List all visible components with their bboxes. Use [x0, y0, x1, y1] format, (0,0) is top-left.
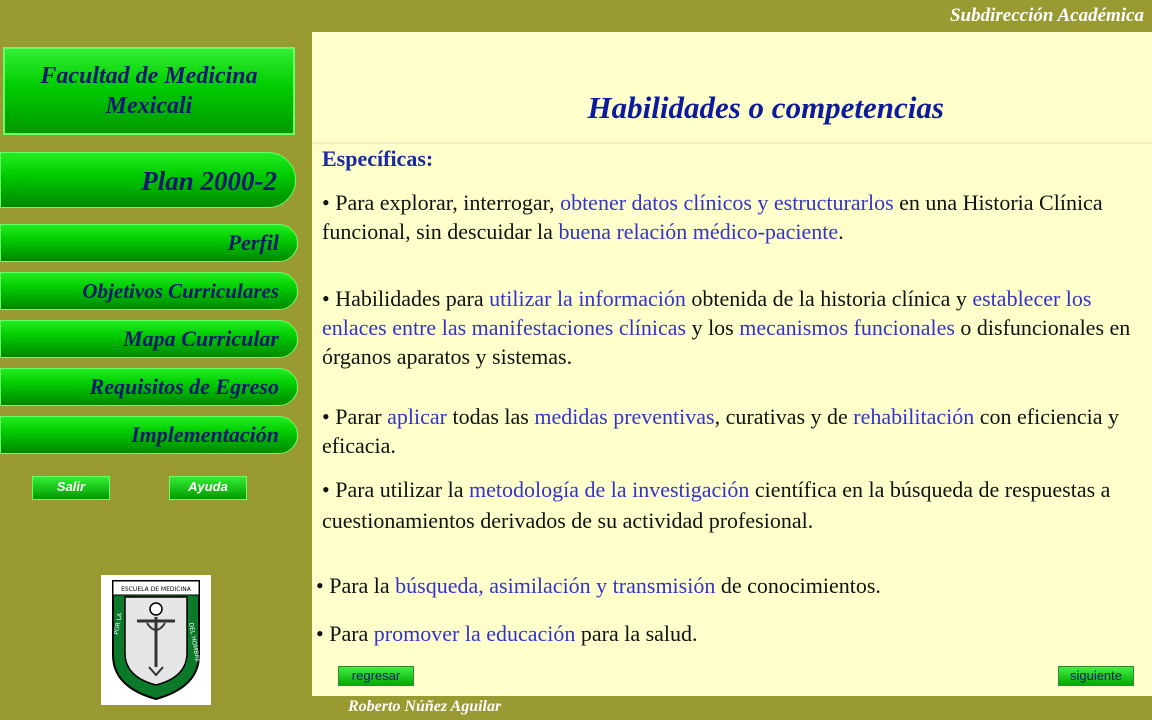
page-title: Habilidades o competencias	[587, 90, 944, 125]
competency-item-1: • Para explorar, interrogar, obtener datos clínicos y estructurarlos en una Historia Clínica funcional, sin descuidar la buena relación médico-paciente.	[322, 190, 1103, 244]
faculty-box	[3, 47, 295, 135]
regresar-button[interactable]: regresar	[338, 666, 414, 686]
sidebar-item-requisitos[interactable]: Requisitos de Egreso	[0, 368, 298, 406]
logo-motto-left: POR LA	[113, 612, 124, 636]
siguiente-button[interactable]: siguiente	[1058, 666, 1134, 686]
competency-item-6: • Para promover la educación para la salud.	[316, 621, 698, 646]
competency-item-2: • Habilidades para utilizar la información obtenida de la historia clínica y establecer los enlaces entre las manifestaciones clínicas y los mecanismos funcionales o disfuncionales en órganos aparatos y sistemas.	[322, 286, 1131, 369]
title-divider	[312, 142, 1152, 144]
faculty-line1: Facultad de Medicina	[40, 63, 258, 89]
sidebar-item-objetivos[interactable]: Objetivos Curriculares	[0, 272, 298, 310]
header-bar	[312, 0, 1152, 32]
main-content	[312, 32, 1152, 696]
faculty-line2: Mexicali	[105, 93, 193, 119]
university-crest-logo	[101, 575, 211, 705]
logo-top-text: ESCUELA DE MEDICINA	[121, 586, 191, 593]
author-name: Roberto Núñez Aguilar	[348, 698, 502, 715]
sidebar-item-implementacion[interactable]: Implementación	[0, 416, 298, 454]
ayuda-button[interactable]: Ayuda	[169, 476, 247, 500]
competency-item-5: • Para la búsqueda, asimilación y transmisión de conocimientos.	[316, 573, 881, 598]
plan-button[interactable]: Plan 2000-2	[0, 152, 296, 208]
logo-motto-right: DEL HOMBRE	[187, 622, 201, 663]
footer-bar	[312, 696, 1152, 720]
competency-item-4: • Para utilizar la metodología de la investigación científica en la búsqueda de respuestas a cuestionamientos derivados de su actividad profesional.	[322, 477, 1111, 533]
section-subtitle: Específicas:	[322, 146, 434, 171]
salir-button[interactable]: Salir	[32, 476, 110, 500]
sidebar-item-mapa[interactable]: Mapa Curricular	[0, 320, 298, 358]
header-title: Subdirección Académica	[949, 5, 1144, 26]
sidebar-item-perfil[interactable]: Perfil	[0, 224, 298, 262]
competency-item-3: • Parar aplicar todas las medidas preventivas, curativas y de rehabilitación con eficiencia y eficacia.	[322, 404, 1119, 458]
header-left-bar	[0, 0, 312, 32]
